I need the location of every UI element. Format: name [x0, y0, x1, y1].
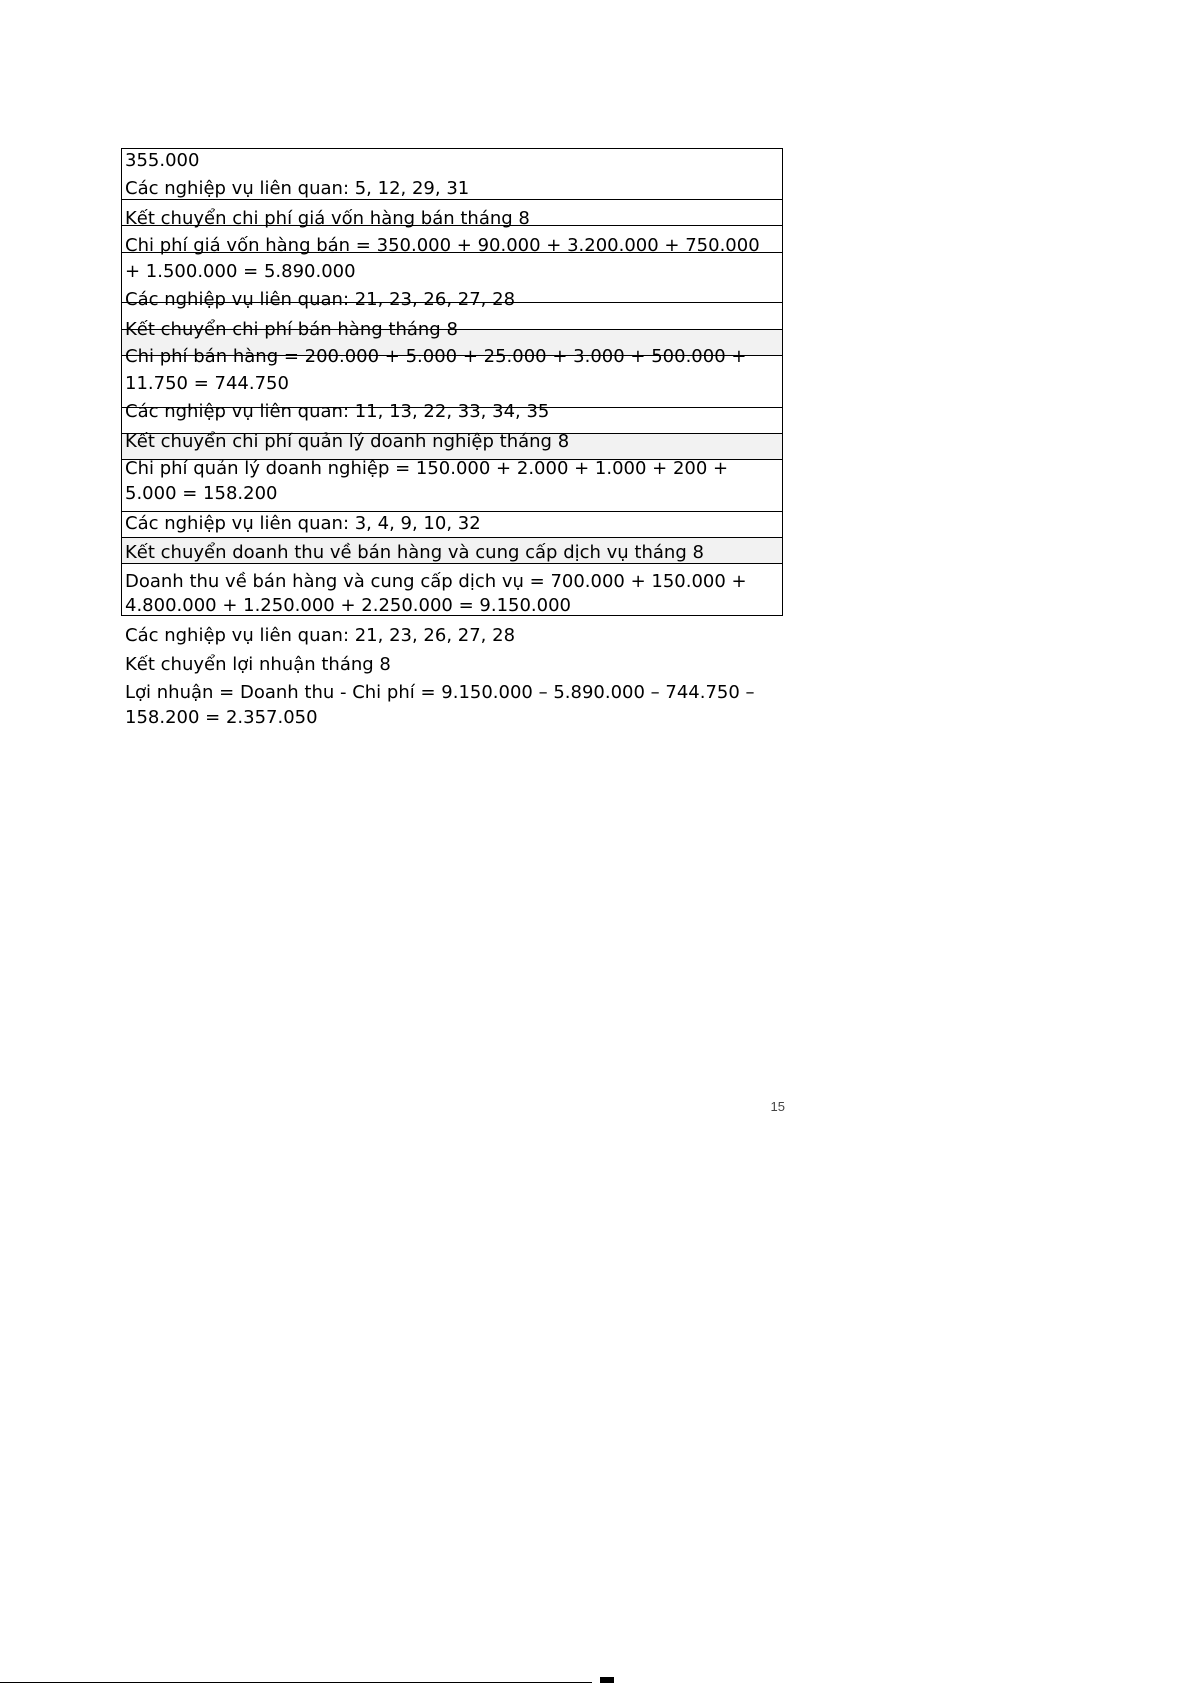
footer-mark: [600, 1677, 614, 1683]
text-line: Kết chuyển lợi nhuận tháng 8: [125, 654, 391, 675]
text-line: Các nghiệp vụ liên quan: 3, 4, 9, 10, 32: [125, 513, 481, 534]
text-line: Các nghiệp vụ liên quan: 5, 12, 29, 31: [125, 178, 470, 199]
page-number: 15: [770, 1099, 785, 1114]
text-line: Các nghiệp vụ liên quan: 11, 13, 22, 33, 34, 35: [125, 401, 550, 422]
text-line: 11.750 = 744.750: [125, 373, 289, 394]
text-line: 355.000: [125, 150, 200, 171]
text-line: Kết chuyển doanh thu về bán hàng và cung cấp dịch vụ tháng 8: [125, 542, 704, 563]
text-line: Chi phí quản lý doanh nghiệp = 150.000 + 2.000 + 1.000 + 200 +: [125, 458, 729, 479]
text-line: Chi phí giá vốn hàng bán = 350.000 + 90.000 + 3.200.000 + 750.000: [125, 235, 760, 256]
text-line: Các nghiệp vụ liên quan: 21, 23, 26, 27, 28: [125, 625, 516, 646]
text-line: Kết chuyển chi phí giá vốn hàng bán tháng 8: [125, 208, 530, 229]
footer-divider: [0, 1682, 592, 1683]
text-line: Doanh thu về bán hàng và cung cấp dịch vụ = 700.000 + 150.000 +: [125, 571, 747, 592]
text-line: Lợi nhuận = Doanh thu - Chi phí = 9.150.000 – 5.890.000 – 744.750 –: [125, 682, 755, 703]
table-border-left: [121, 148, 122, 615]
text-line: 5.000 = 158.200: [125, 483, 278, 504]
text-line: + 1.500.000 = 5.890.000: [125, 261, 356, 282]
text-line: 4.800.000 + 1.250.000 + 2.250.000 = 9.150.000: [125, 595, 572, 616]
text-line: Kết chuyển chi phí quản lý doanh nghiệp tháng 8: [125, 431, 570, 452]
text-line: 158.200 = 2.357.050: [125, 707, 318, 728]
text-line: Kết chuyển chi phí bán hàng tháng 8: [125, 319, 458, 340]
text-line: Chi phí bán hàng = 200.000 + 5.000 + 25.000 + 3.000 + 500.000 +: [125, 346, 747, 367]
text-line: Các nghiệp vụ liên quan: 21, 23, 26, 27, 28: [125, 289, 516, 310]
table-rule: [121, 537, 783, 538]
